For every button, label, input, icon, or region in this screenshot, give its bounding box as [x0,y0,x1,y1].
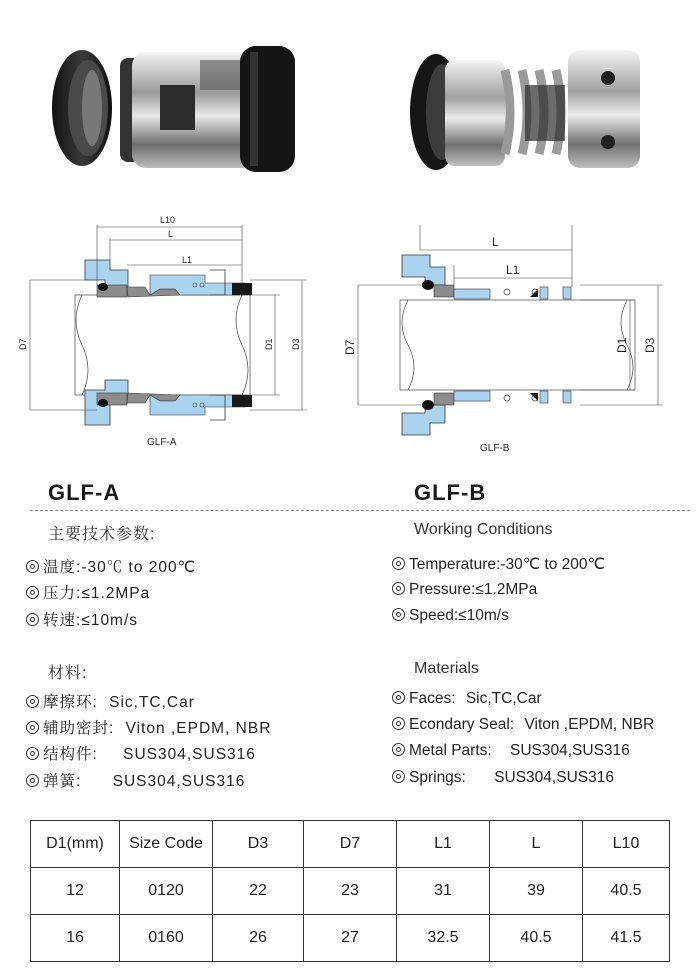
bullet-icon [26,613,39,626]
table-cell: 40.5 [583,868,670,915]
dim-l10-label: L10 [160,215,176,225]
cn-material-label: 摩擦环: [43,694,98,711]
cn-material-row [26,742,256,764]
cn-param-value: ≤10m/s [81,612,139,629]
en-material-label: Econdary Seal: [409,716,515,733]
bullet-icon [392,770,405,783]
en-param-label: Speed: [409,607,459,624]
en-params-title: Working Conditions [414,521,553,538]
table-cell: 31 [397,868,490,915]
dim-d7-label: D7 [343,339,357,355]
dim-d1-label: D1 [264,338,274,350]
en-material-label: Metal Parts: [409,742,492,759]
table-cell: 12 [31,868,120,915]
bullet-icon [26,695,39,708]
cn-param-label: 转速: [43,612,82,629]
cn-param-row [26,608,138,630]
en-material-value: Viton ,EPDM, NBR [524,716,655,733]
cn-material-value: SUS304,SUS316 [123,746,256,763]
dim-d3-label: D3 [643,337,657,353]
en-param-row [392,607,509,625]
dim-d7-label: D7 [18,338,28,350]
glf-a-product-photo [40,30,310,180]
table-cell: 26 [213,915,304,962]
table-cell: 27 [304,915,397,962]
size-table [30,820,670,962]
model-heading-glf-b: GLF-B [414,480,487,505]
en-material-row [392,769,614,787]
en-material-label: Faces: [409,690,456,707]
bullet-icon [26,721,39,734]
bullet-icon [392,717,405,730]
bullet-icon [392,582,405,595]
cn-material-value: SUS304,SUS316 [112,773,246,790]
table-row [31,868,670,915]
bullet-icon [26,774,39,787]
cn-material-value: Viton ,EPDM, NBR [125,720,272,737]
table-header-cell: L [490,821,583,868]
table-header-cell: L10 [583,821,670,868]
bullet-icon [26,586,39,599]
cn-material-row [26,716,271,738]
cn-param-row [26,581,150,603]
en-param-label: Pressure: [409,581,476,598]
en-material-row [392,742,630,760]
cn-material-label: 弹簧: [43,773,82,790]
bullet-icon [26,747,39,760]
dim-l-label: L [492,235,499,249]
model-heading-glf-a: GLF-A [48,480,121,505]
table-cell: 0120 [120,868,213,915]
cn-param-label: 压力: [43,585,82,602]
table-header-cell: L1 [397,821,490,868]
diagram-b-caption: GLF-B [480,443,510,454]
cn-materials-title: 材料: [48,665,88,682]
en-param-label: Temperature: [409,556,501,573]
table-cell: 23 [304,868,397,915]
dim-d1-label: D1 [615,337,629,353]
en-material-label: Springs: [409,769,466,786]
bullet-icon [392,557,405,570]
diagram-a-caption: GLF-A [147,437,177,448]
dim-l-label: L [168,229,174,239]
en-materials-title: Materials [414,660,479,677]
en-param-row [392,581,537,599]
table-header-cell: Size Code [120,821,213,868]
cn-material-value: Sic,TC,Car [109,694,195,711]
table-header-cell: D7 [304,821,397,868]
table-header-cell: D3 [213,821,304,868]
bullet-icon [392,743,405,756]
en-param-row [392,555,605,574]
cn-param-value: ≤1.2MPa [81,585,151,602]
cn-material-row [26,690,195,712]
table-cell: 40.5 [490,915,583,962]
cn-params-title: 主要技术参数: [48,526,156,543]
bullet-icon [392,608,405,621]
glf-b-section-diagram [340,205,690,460]
en-material-value: Sic,TC,Car [465,690,542,707]
table-cell: 39 [490,868,583,915]
cn-param-row [26,555,196,577]
cn-material-label: 结构件: [43,746,98,763]
cn-material-label: 辅助密封: [43,720,115,737]
table-cell: 41.5 [583,915,670,962]
glf-b-product-photo [400,30,660,180]
dim-l1-label: L1 [182,255,193,265]
table-header-cell: D1(mm) [31,821,120,868]
table-header-row [31,821,670,868]
en-material-value: SUS304,SUS316 [510,742,630,759]
table-cell: 22 [213,868,304,915]
cn-param-label: 温度: [43,559,82,576]
glf-a-section-diagram [10,205,330,460]
table-row [31,915,670,962]
dim-d3-label: D3 [291,338,301,350]
table-cell: 32.5 [397,915,490,962]
cn-param-value: -30℃ to 200℃ [81,559,197,576]
table-cell: 16 [31,915,120,962]
en-material-row [392,690,542,708]
bullet-icon [392,691,405,704]
dashed-divider [30,510,690,511]
en-material-value: SUS304,SUS316 [494,769,614,786]
en-material-row [392,716,654,734]
en-param-value: ≤10m/s [458,607,509,624]
cn-material-row [26,769,245,791]
en-param-value: -30℃ to 200℃ [500,556,605,573]
table-cell: 0160 [120,915,213,962]
dim-l1-label: L1 [506,263,520,277]
en-param-value: ≤1.2MPa [475,581,538,598]
bullet-icon [26,560,39,573]
